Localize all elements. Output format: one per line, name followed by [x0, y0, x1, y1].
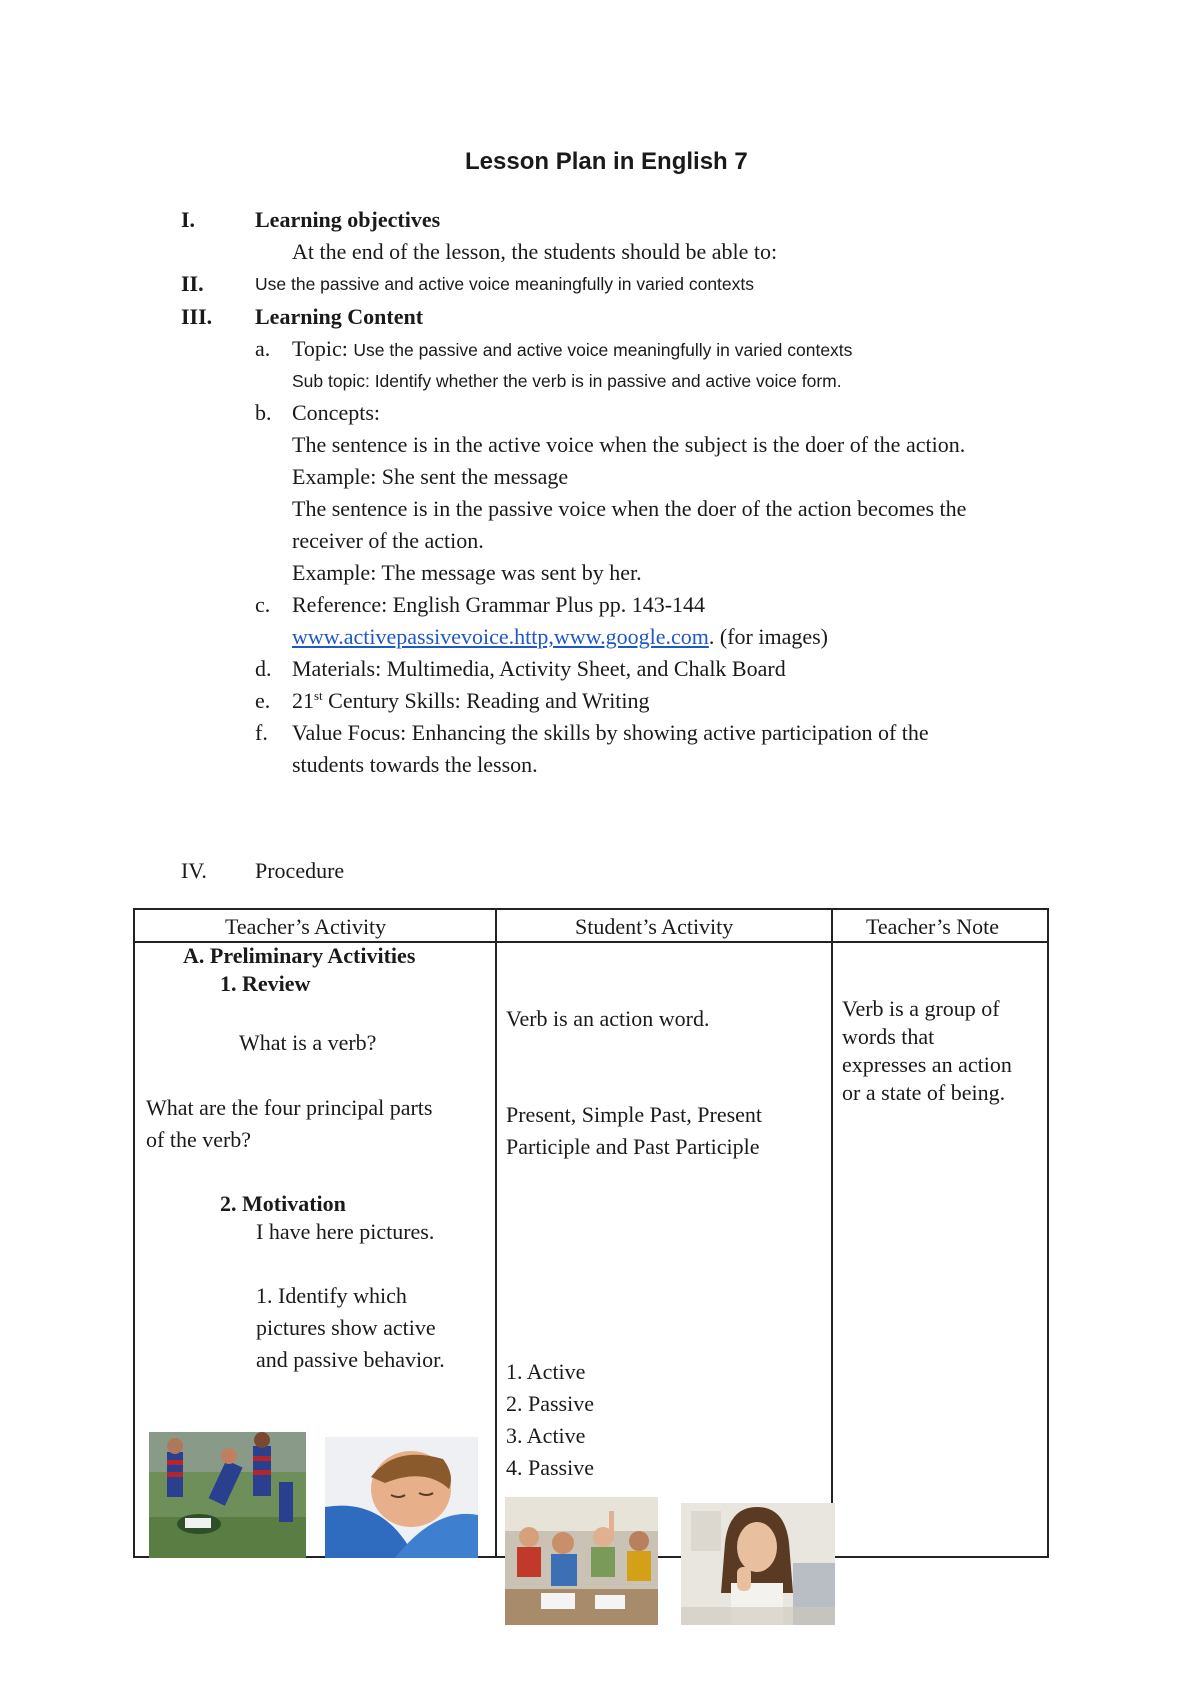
- value-focus-line-1: Value Focus: Enhancing the skills by showing active participation of the: [292, 720, 929, 745]
- motivation-heading: 2. Motivation: [220, 1191, 346, 1216]
- concept-line: Example: She sent the message: [292, 464, 569, 489]
- section-3-number: III.: [181, 304, 213, 329]
- preliminary-activities: A. Preliminary Activities: [183, 943, 416, 968]
- materials-text: Materials: Multimedia, Activity Sheet, and Chalk Board: [292, 656, 786, 681]
- note-line: or a state of being.: [842, 1080, 1006, 1105]
- topic-text: Use the passive and active voice meaningfully in varied contexts: [353, 340, 853, 360]
- item-e-letter: e.: [255, 688, 271, 713]
- section-1-heading: Learning objectives: [255, 207, 441, 232]
- concept-line: receiver of the action.: [292, 528, 484, 553]
- answer-list-item: 2. Passive: [506, 1391, 594, 1416]
- section-1-number: I.: [181, 207, 196, 232]
- concept-line: The sentence is in the active voice when the subject is the doer of the action.: [292, 432, 966, 457]
- reference-link-suffix: . (for images): [708, 624, 828, 649]
- subtopic: Sub topic: Identify whether the verb is in passive and active voice form.: [292, 371, 842, 391]
- skills-number: 21: [292, 688, 314, 713]
- topic-label: Topic:: [292, 336, 354, 361]
- instruction-line-1: 1. Identify which: [256, 1283, 407, 1308]
- page-title: Lesson Plan in English 7: [465, 148, 748, 175]
- sleeping-boy-photo: [325, 1437, 478, 1558]
- concepts-label: Concepts:: [292, 400, 380, 425]
- table-column-divider: [831, 910, 833, 1556]
- rugby-players-photo: [149, 1432, 306, 1558]
- note-line: expresses an action: [842, 1052, 1012, 1077]
- answer-parts-line-2: Participle and Past Participle: [506, 1134, 760, 1159]
- reference-links: [292, 624, 828, 650]
- skills-text: [292, 688, 650, 714]
- classroom-students-photo: [505, 1497, 658, 1625]
- skills-superscript: st: [314, 688, 323, 703]
- item-a-letter: a.: [255, 336, 271, 361]
- item-c-letter: c.: [255, 592, 271, 617]
- question-parts-line-2: of the verb?: [146, 1127, 252, 1152]
- bored-girl-laptop-photo: [681, 1503, 835, 1625]
- note-line: words that: [842, 1024, 935, 1049]
- header-teachers-activity: Teacher’s Activity: [225, 914, 387, 939]
- section-2-text: Use the passive and active voice meaningfully in varied contexts: [255, 274, 755, 294]
- table-column-divider: [495, 910, 497, 1556]
- header-students-activity: Student’s Activity: [575, 914, 734, 939]
- answer-list-item: 1. Active: [506, 1359, 586, 1384]
- reference-link[interactable]: www.activepassivevoice.http,www.google.com: [292, 624, 709, 649]
- reference-text: Reference: English Grammar Plus pp. 143-144: [292, 592, 706, 617]
- motivation-pictures: I have here pictures.: [256, 1219, 435, 1244]
- item-d-letter: d.: [255, 656, 272, 681]
- item-f-letter: f.: [255, 720, 268, 745]
- answer-list-item: 3. Active: [506, 1423, 586, 1448]
- question-verb: What is a verb?: [239, 1030, 377, 1055]
- header-teachers-note: Teacher’s Note: [866, 914, 1000, 939]
- section-4-heading: Procedure: [255, 858, 345, 883]
- item-b-letter: b.: [255, 400, 272, 425]
- skills-rest: Century Skills: Reading and Writing: [322, 688, 650, 713]
- instruction-line-3: and passive behavior.: [256, 1347, 445, 1372]
- section-3-heading: Learning Content: [255, 304, 424, 329]
- question-parts-line-1: What are the four principal parts: [146, 1095, 433, 1120]
- section-4-number: IV.: [181, 858, 207, 883]
- answer-parts-line-1: Present, Simple Past, Present: [506, 1102, 763, 1127]
- concept-line: Example: The message was sent by her.: [292, 560, 642, 585]
- item-a-topic: [292, 336, 852, 362]
- answer-verb: Verb is an action word.: [506, 1006, 710, 1031]
- section-1-intro: At the end of the lesson, the students should be able to:: [292, 239, 778, 264]
- concept-line: The sentence is in the passive voice when the doer of the action becomes the: [292, 496, 967, 521]
- section-2-number: II.: [181, 271, 204, 296]
- answer-list-item: 4. Passive: [506, 1455, 594, 1480]
- review-heading: 1. Review: [220, 971, 311, 996]
- value-focus-line-2: students towards the lesson.: [292, 752, 538, 777]
- instruction-line-2: pictures show active: [256, 1315, 436, 1340]
- note-line: Verb is a group of: [842, 996, 1000, 1021]
